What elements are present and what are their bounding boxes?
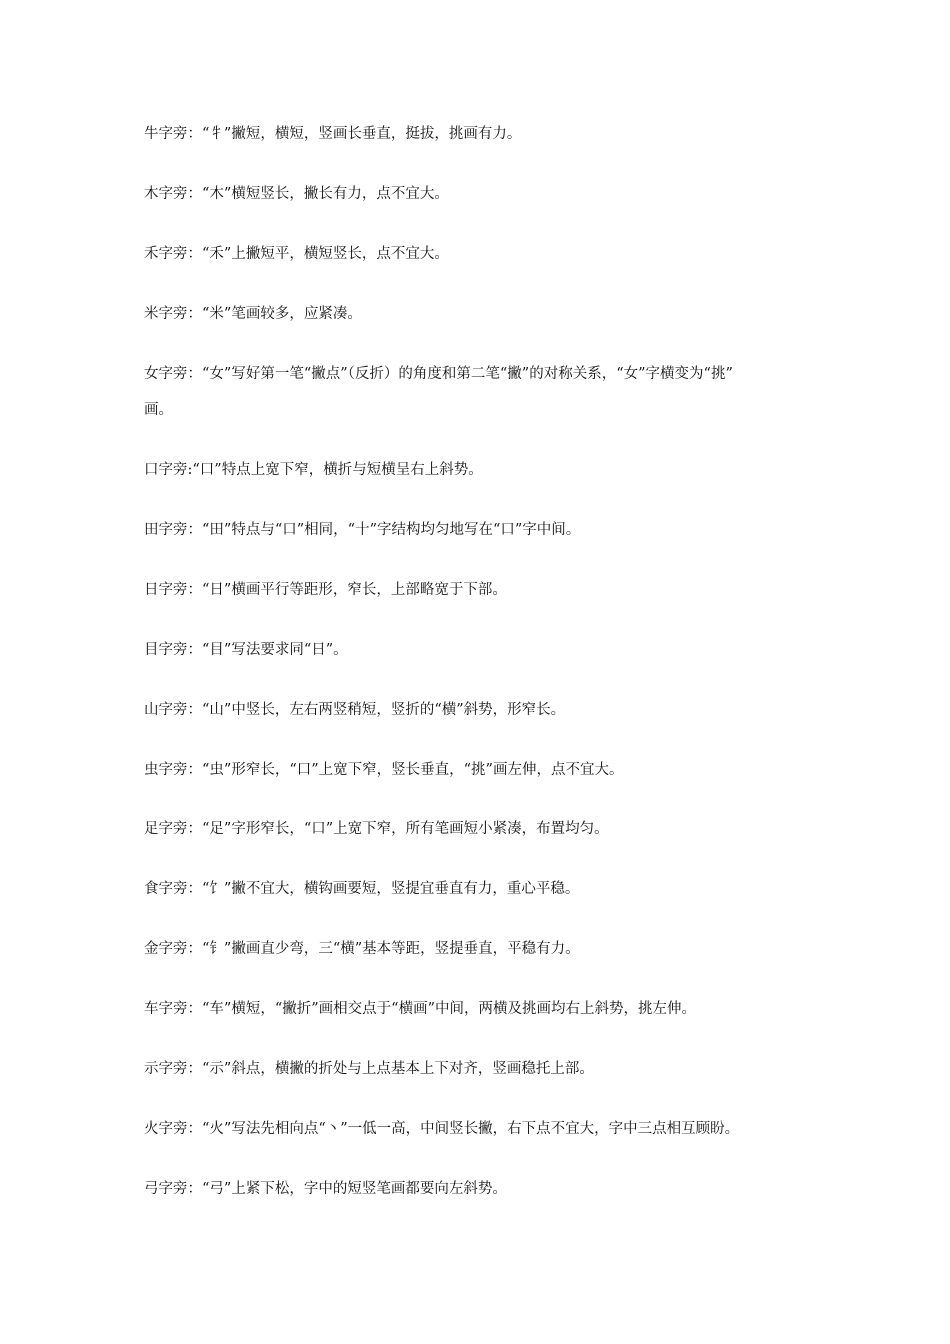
entry-nv-continued: 画。: [144, 402, 173, 418]
entry-kou: 口字旁:“口”特点上宽下窄，横折与短横呈右上斜势。: [144, 462, 483, 478]
entry-niu: 牛字旁：“牜”撇短，横短，竖画长垂直，挺拔，挑画有力。: [144, 126, 522, 142]
entry-shi-food: 食字旁：“饣”撇不宜大，横钩画要短，竖提宜垂直有力，重心平稳。: [144, 881, 580, 897]
entry-tian: 田字旁：“田”特点与“口”相同，“十”字结构均匀地写在“口”字中间。: [144, 522, 581, 538]
entry-jin: 金字旁：“钅”撇画直少弯，三“横”基本等距，竖提垂直，平稳有力。: [144, 941, 580, 957]
entry-he: 禾字旁：“禾”上撇短平，横短竖长，点不宜大。: [144, 246, 449, 262]
entry-nv: 女字旁：“女”写好第一笔“撇点”（反折）的角度和第二笔“撇”的对称关系，“女”字横变为“挑”: [144, 366, 733, 382]
entry-gong: 弓字旁：“弓”上紧下松，字中的短竖笔画都要向左斜势。: [144, 1181, 507, 1197]
entry-mi: 米字旁：“米”笔画较多，应紧凑。: [144, 306, 362, 322]
entry-ri: 日字旁：“日”横画平行等距形，窄长，上部略宽于下部。: [144, 582, 507, 598]
entry-shi-show: 示字旁：“示”斜点，横撇的折处与上点基本上下对齐，竖画稳托上部。: [144, 1061, 594, 1077]
entry-chong: 虫字旁：“虫”形窄长，“口”上宽下窄，竖长垂直，“挑”画左伸，点不宜大。: [144, 762, 624, 778]
entry-mu: 木字旁：“木”横短竖长，撇长有力，点不宜大。: [144, 186, 449, 202]
entry-shan: 山字旁：“山”中竖长，左右两竖稍短，竖折的“横”斜势，形窄长。: [144, 702, 566, 718]
entry-mu-eye: 目字旁：“目”写法要求同“日”。: [144, 642, 348, 658]
entry-zu: 足字旁：“足”字形窄长，“口”上宽下窄，所有笔画短小紧凑，布置均匀。: [144, 821, 609, 837]
entry-che: 车字旁：“车”横短，“撇折”画相交点于“横画”中间，两横及挑画均右上斜势，挑左伸。: [144, 1001, 696, 1017]
entry-huo: 火字旁：“火”写法先相向点“丶”一低一高，中间竖长撇，右下点不宜大，字中三点相互顾盼。: [144, 1121, 740, 1137]
